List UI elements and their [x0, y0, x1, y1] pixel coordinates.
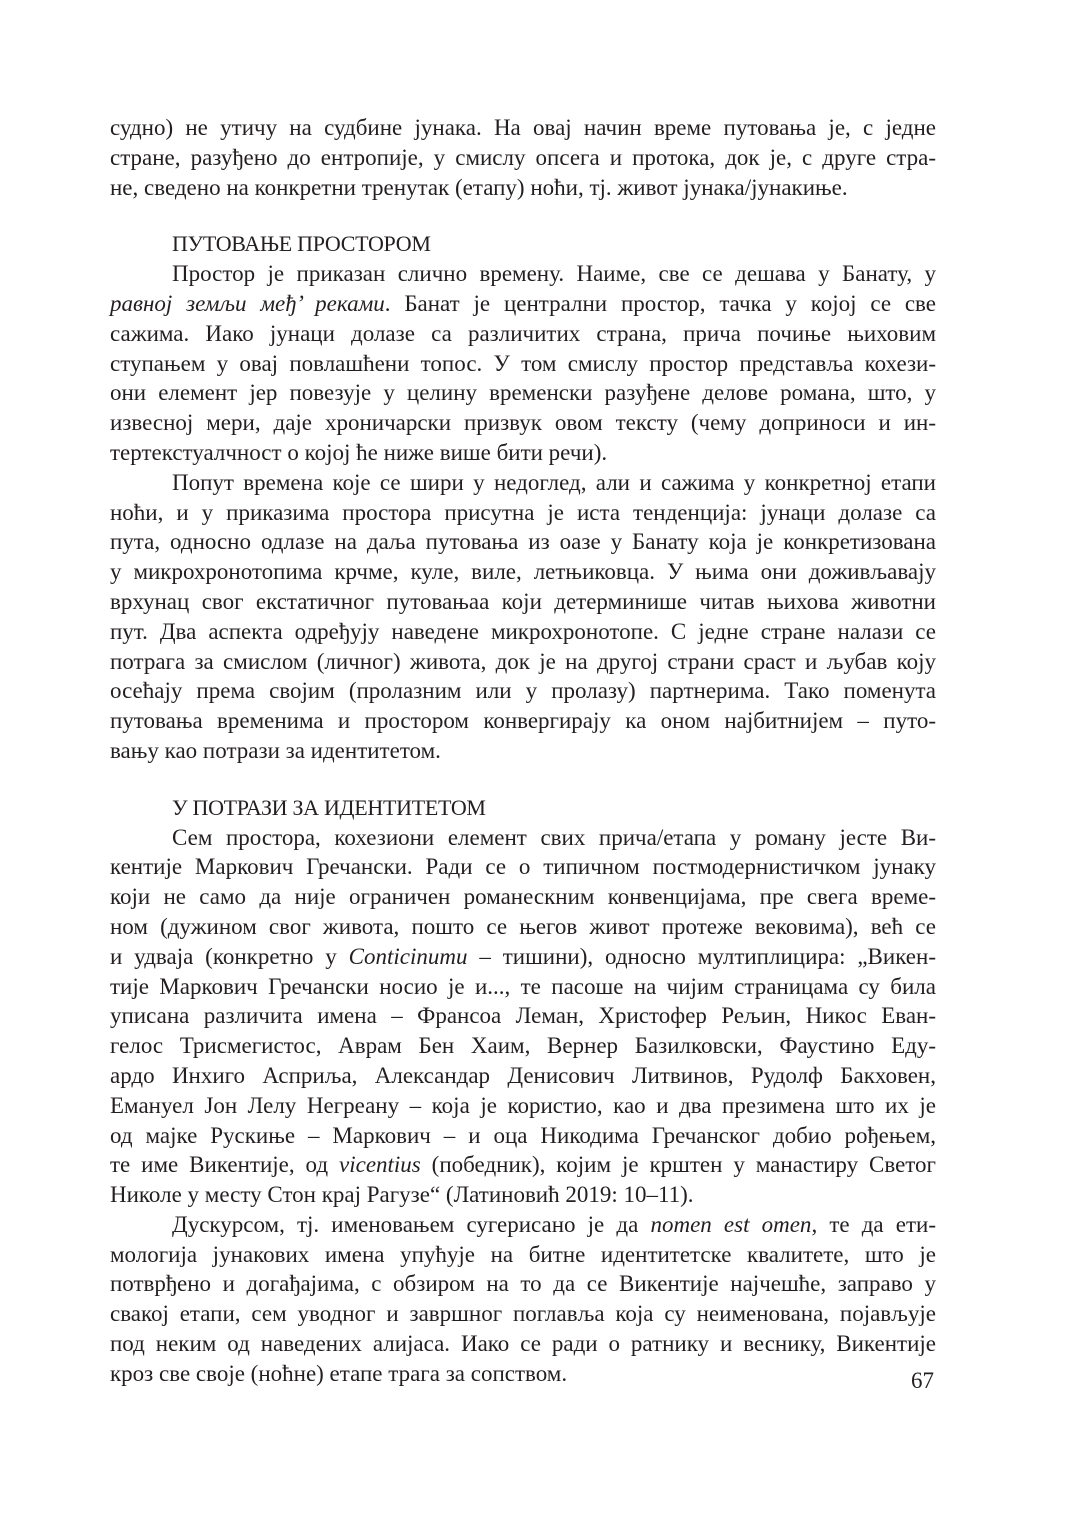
text-line: који не само да није ограничен романескним конвенцијама, пре свега време- — [110, 884, 936, 910]
paragraph-continuation — [110, 113, 936, 202]
text-line — [110, 1210, 936, 1240]
text-line: стране, разуђено до ентропије, у смислу опсега и протока, док је, с друге стра- — [110, 144, 936, 170]
paragraph — [110, 468, 936, 766]
section-gap — [110, 202, 936, 229]
text-line: Николе у месту Стон крај Рагузе“ (Латиновић 2019: 10–11). — [110, 1182, 694, 1208]
italic-phrase: равној земљи међ’ реками — [110, 290, 385, 316]
text-run: те име Викентије, од — [110, 1152, 340, 1178]
text-line: вању као потрази за идентитетом. — [110, 737, 441, 763]
text-line: у микрохронотопима крчме, куле, виле, летњиковца. У њима они доживљавају — [110, 559, 936, 585]
text-line: ноћи, и у приказима простора присутна је иста тенденција: јунаци долазе са — [110, 499, 936, 525]
text-line: судно) не утичу на судбине јунака. На овај начин време путовања је, с једне — [110, 115, 936, 140]
text-run: . Банат је централни простор, тачка у којој се све — [384, 290, 936, 316]
text-line: извесној мери, даје хроничарски призвук овом тексту (чему доприноси и ин- — [110, 410, 936, 436]
paragraph — [110, 823, 936, 1210]
page-number: 67 — [911, 1368, 934, 1393]
page-body — [110, 113, 936, 1389]
text-line: путовања временима и простором конвергирају ка оном најбитнијем – путо- — [110, 708, 936, 734]
text-line: пут. Два аспекта одређују наведене микрохронотопе. С једне стране налази се — [110, 618, 936, 644]
text-line — [110, 1150, 936, 1180]
text-line: кентије Маркович Гречански. Ради се о типичном постмодернистичком јунаку — [110, 854, 936, 880]
text-line: Сем простора, кохезиони елемент свих прича/етапа у роману јесте Ви- — [172, 824, 936, 850]
text-line: врхунац свог екстатичног путовањаа који детерминише читав њихова животни — [110, 588, 936, 614]
section-heading-search-for-identity: У ПОТРАЗИ ЗА ИДЕНТИТЕТОМ — [172, 794, 486, 820]
text-line: пута, односно одлазе на даља путовања из оазе у Банату која је конкретизована — [110, 529, 936, 555]
text-line: ступањем у овај повлашћени топос. У том смислу простор представља кохези- — [110, 350, 936, 376]
text-line: кроз све своје (ноћне) етапе трага за сопством. — [110, 1360, 568, 1386]
section-heading-travel-through-space: ПУТОВАЊЕ ПРОСТОРОМ — [172, 231, 431, 257]
text-line: мологија јунакових имена упућује на битне идентитетске квалитете, што је — [110, 1241, 936, 1267]
italic-phrase: Conticinumu — [348, 943, 468, 969]
text-line: потврђено и догађајима, с обзиром на то да се Викентије најчешће, заправо у — [110, 1271, 936, 1297]
text-run: и удваја (конкретно у — [110, 943, 349, 969]
text-run: , те да ети- — [811, 1211, 937, 1237]
text-line: гелос Трисмегистос, Аврам Бен Хаим, Вернер Базилковски, Фаустино Еду- — [110, 1033, 936, 1059]
text-run: (победник), којим је крштен у манастиру Светог — [420, 1152, 936, 1178]
text-line: ном (дужином свог живота, пошто се његов живот протеже вековима), већ се — [110, 913, 936, 939]
text-line: Емануел Јон Лелу Негреану – која је користио, као и два презимена што их је — [110, 1092, 936, 1118]
paragraph — [110, 1210, 936, 1389]
text-line: тертекстуалчност о којој ће ниже више бити речи). — [110, 439, 608, 465]
text-line: ардо Инхиго Асприља, Александар Денисович Литвинов, Рудолф Бакховен, — [110, 1062, 936, 1088]
text-line — [110, 289, 936, 319]
text-run: – тишини), односно мултиплицира: „Викен- — [467, 943, 936, 969]
text-line: осећају према својим (пролазним или у пролазу) партнерима. Тако поменута — [110, 678, 936, 704]
paragraph — [110, 259, 936, 468]
section-gap — [110, 766, 936, 793]
text-line — [110, 942, 936, 972]
text-line: Попут времена које се шири у недоглед, али и сажима у конкретној етапи — [172, 469, 936, 495]
text-line: потрага за смислом (личног) живота, док је на другој страни сраст и љубав коју — [110, 648, 936, 674]
text-line: свакој етапи, сем уводног и завршног поглавља која су неименована, појављује — [110, 1301, 936, 1327]
italic-phrase: vicentius — [339, 1152, 421, 1178]
text-line: тије Маркович Гречански носио је и..., те пасоше на чијим страницама су била — [110, 973, 936, 999]
text-line: од мајке Рускиње – Маркович – и оца Никодима Гречанског добио рођењем, — [110, 1122, 936, 1148]
text-run: Дускурсом, тј. именовањем сугерисано је да — [172, 1211, 651, 1237]
text-line: уписана различита имена – Франсоа Леман, Христофер Рељин, Никос Еван- — [110, 1003, 936, 1029]
text-line: сажима. Иако јунаци долазе са различитих страна, прича почиње њиховим — [110, 320, 936, 346]
text-line: Простор је приказан слично времену. Наиме, све се дешава у Банату, у — [172, 261, 936, 287]
italic-phrase: nomen est omen — [650, 1211, 812, 1237]
text-line: не, сведено на конкретни тренутак (етапу) ноћи, тј. живот јунака/јунакиње. — [110, 174, 848, 200]
text-line: они елемент јер повезује у целину временски разуђене делове романа, што, у — [110, 380, 936, 406]
text-line: под неким од наведених алијаса. Иако се ради о ратнику и веснику, Викентије — [110, 1331, 936, 1357]
